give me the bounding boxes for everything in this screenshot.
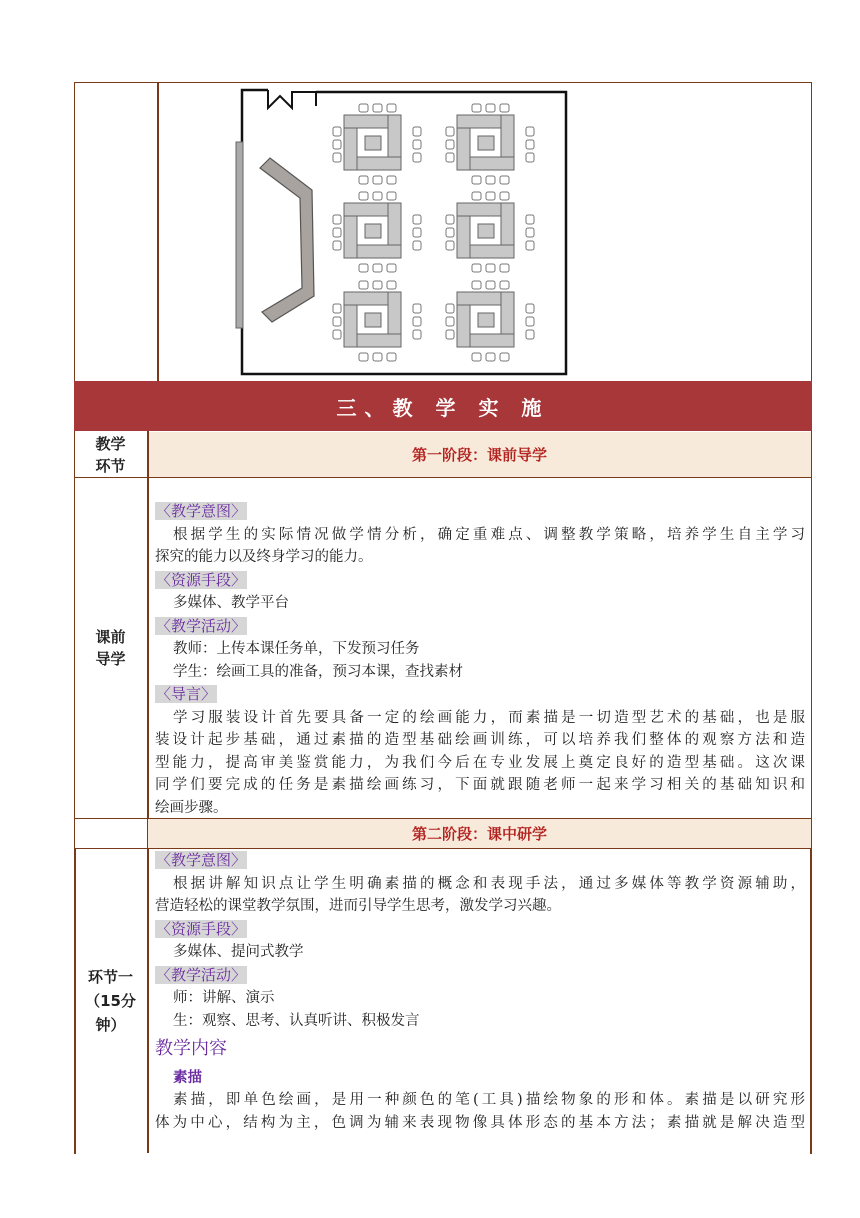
classroom-layout-diagram xyxy=(230,86,575,378)
right-border xyxy=(810,848,812,1154)
pre_class.lines-line: 教师：上传本课任务单，下发预习任务 xyxy=(173,641,420,657)
layout-row-divider xyxy=(157,82,159,382)
pre_class.lines-line: 装设计起步基础，通过素描的造型基础绘画训练，可以培养我们整体的观察方法和造 xyxy=(155,732,805,748)
stage2-title: 第二阶段：课中研学 xyxy=(148,819,811,848)
pre_class.lines-line: 学生：绘画工具的准备，预习本课，查找素材 xyxy=(173,663,463,680)
header-col-label-line2: 环节 xyxy=(95,457,126,475)
pre_class.lines-line xyxy=(155,500,805,524)
table-group xyxy=(446,192,534,272)
section1-label-line3: 钟） xyxy=(95,1016,126,1034)
section1.lines-line: 根据讲解知识点让学生明确素描的概念和表现手法，通过多媒体等教学资源辅助， xyxy=(173,875,805,892)
table-group xyxy=(446,281,534,361)
pre_class.lines-line: 型能力，提高审美鉴赏能力，为我们今后在专业发展上奠定良好的造型基础。这次课 xyxy=(155,754,805,771)
keyword-sumiao: 素描 xyxy=(173,1069,202,1086)
header-col-label-line1: 教学 xyxy=(95,435,126,453)
table-group xyxy=(333,104,421,184)
section-tag: 〈导言〉 xyxy=(156,685,217,703)
pre_class.lines-line: 同学们要完成的任务是素描绘画练习，下面就跟随老师一起来学习相关的基础知识和 xyxy=(155,777,805,793)
section-tag: 〈教学活动〉 xyxy=(156,965,247,984)
pre_class.lines-line: 学习服装设计首先要具备一定的绘画能力，而素描是一切造型艺术的基础，也是服 xyxy=(173,709,805,726)
teaching-content-heading: 教学内容 xyxy=(155,1038,227,1059)
section-tag: 〈教学活动〉 xyxy=(156,616,247,635)
pre_class.lines-line: 绘画步骤。 xyxy=(155,799,228,816)
pre_class.lines-line: 探究的能力以及终身学习的能力。 xyxy=(155,549,373,565)
pre_class.lines-line: 根据学生的实际情况做学情分析，确定重难点、调整教学策略，培养学生自主学习 xyxy=(173,526,805,543)
section1.lines-line: 师：讲解、演示 xyxy=(173,990,275,1006)
pre-class-label-line2: 导学 xyxy=(95,650,126,668)
section1.lines-line xyxy=(155,918,805,942)
table-group xyxy=(333,281,421,361)
section-banner: 三、教 学 实 施 xyxy=(74,381,812,431)
section1.lines-line xyxy=(155,849,805,873)
pre_class.lines-line xyxy=(155,569,805,593)
section1.body-line: 素描，即单色绘画，是用一种颜色的笔(工具)描绘物象的形和体。素描是以研究形 xyxy=(173,1092,805,1108)
pre-class-label-line1: 课前 xyxy=(95,628,126,646)
section-tag: 〈教学意图〉 xyxy=(156,851,247,869)
pre_class.lines-line: 多媒体、教学平台 xyxy=(173,595,289,611)
section1.lines-line: 多媒体、提问式教学 xyxy=(173,944,304,960)
section1-label xyxy=(74,965,147,1037)
section1-content xyxy=(155,849,805,1134)
section1.lines-line xyxy=(155,964,805,988)
table-group xyxy=(333,192,421,272)
section-tag: 〈资源手段〉 xyxy=(156,919,247,938)
header-col-label xyxy=(74,433,147,477)
section1-label-line2: （15分 xyxy=(85,992,136,1010)
section1.body-line: 体为中心，结构为主，色调为辅来表现物像具体形态的基本方法；素描就是解决造型 xyxy=(155,1114,805,1131)
section-tag: 〈教学意图〉 xyxy=(156,502,247,520)
section1.lines-line: 生：观察、思考、认真听讲、积极发言 xyxy=(173,1012,420,1029)
pre_class.lines-line xyxy=(155,683,805,707)
table-group xyxy=(446,104,534,184)
section1-label-line1: 环节一 xyxy=(87,968,133,986)
section-tag: 〈资源手段〉 xyxy=(156,570,247,589)
pre-class-label xyxy=(74,626,147,670)
pre_class.lines-line xyxy=(155,615,805,639)
section1.lines-line: 营造轻松的课堂教学氛围，进而引导学生思考，激发学习兴趣。 xyxy=(155,898,561,914)
pre-class-content xyxy=(155,500,805,819)
stage1-title: 第一阶段：课前导学 xyxy=(148,432,811,477)
